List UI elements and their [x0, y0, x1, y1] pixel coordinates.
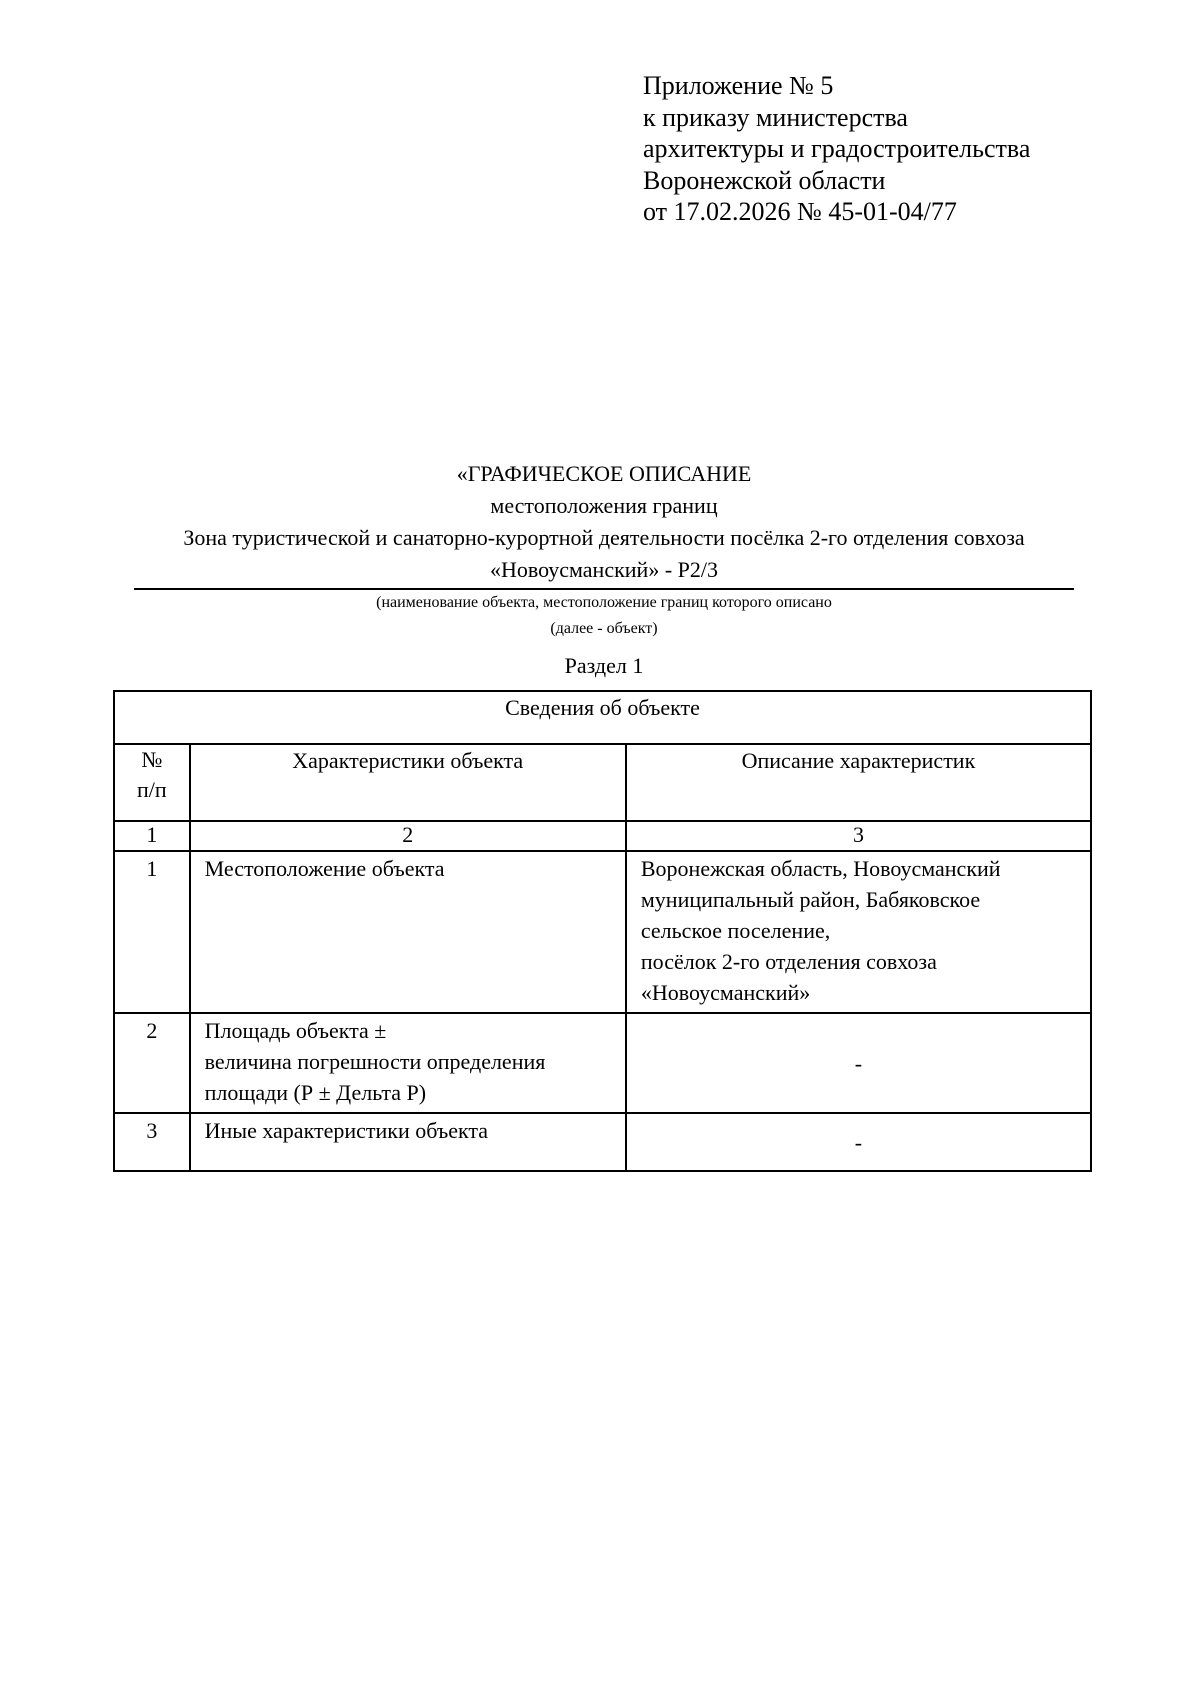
row-number: 3: [146, 1118, 158, 1143]
row-number-cell: [114, 1113, 190, 1171]
row-number: 1: [146, 856, 158, 881]
column-number: 2: [190, 821, 626, 851]
table-row: [114, 1013, 1091, 1113]
characteristic-cell: [190, 1013, 626, 1113]
table-row: [114, 1113, 1091, 1171]
caption-line: (далее - объект): [550, 620, 658, 637]
document-title: «ГРАФИЧЕСКОЕ ОПИСАНИЕ: [456, 461, 752, 486]
document-title-block: [134, 458, 1074, 682]
column-header-row: [114, 744, 1091, 821]
object-info-table: [113, 690, 1092, 1172]
table-row: [114, 851, 1091, 1013]
characteristic-text: Местоположение объекта: [204, 856, 445, 881]
column-number: 3: [626, 821, 1091, 851]
appendix-line: Воронежской области: [643, 165, 886, 195]
description-cell: [626, 851, 1091, 1013]
description-cell: -: [626, 1113, 1091, 1171]
appendix-line: от 17.02.2026 № 45-01-04/77: [643, 197, 957, 226]
description-text: Воронежская область, Новоусманский муниципальный район, Бабяковское сельское поселение, посёлок 2-го отделения совхоза «Новоусманский»: [640, 856, 1001, 1005]
description-cell: -: [626, 1013, 1091, 1113]
characteristic-text: Площадь объекта ± величина погрешности определения площади (Р ± Дельта Р): [204, 1018, 546, 1105]
characteristic-cell: [190, 1113, 626, 1171]
object-name-continued: «Новоусманский» - Р2/3: [489, 557, 719, 582]
table-header-row: [114, 691, 1091, 744]
characteristic-text: Иные характеристики объекта: [204, 1118, 489, 1143]
caption-line: (наименование объекта, местоположение границ которого описано: [376, 594, 832, 611]
object-name: Зона туристической и санаторно-курортной деятельности посёлка 2-го отделения совхоза: [183, 525, 1025, 550]
column-header-description: Описание характеристик: [626, 744, 1091, 821]
table-header: Сведения об объекте: [114, 691, 1091, 744]
section-label: Раздел 1: [564, 653, 644, 678]
column-header-num: № п/п: [114, 744, 190, 821]
row-number-cell: [114, 851, 190, 1013]
row-number-cell: [114, 1013, 190, 1113]
characteristic-cell: [190, 851, 626, 1013]
appendix-header: [643, 70, 1030, 228]
appendix-line: архитектуры и градостроительства: [643, 134, 1031, 163]
column-number: 1: [114, 821, 190, 851]
column-header-characteristic: Характеристики объекта: [190, 744, 626, 821]
column-number-row: [114, 821, 1091, 851]
appendix-line: к приказу министерства: [643, 102, 908, 132]
row-number: 2: [146, 1018, 158, 1043]
appendix-line: Приложение № 5: [643, 71, 834, 100]
document-subtitle: местоположения границ: [490, 493, 718, 518]
